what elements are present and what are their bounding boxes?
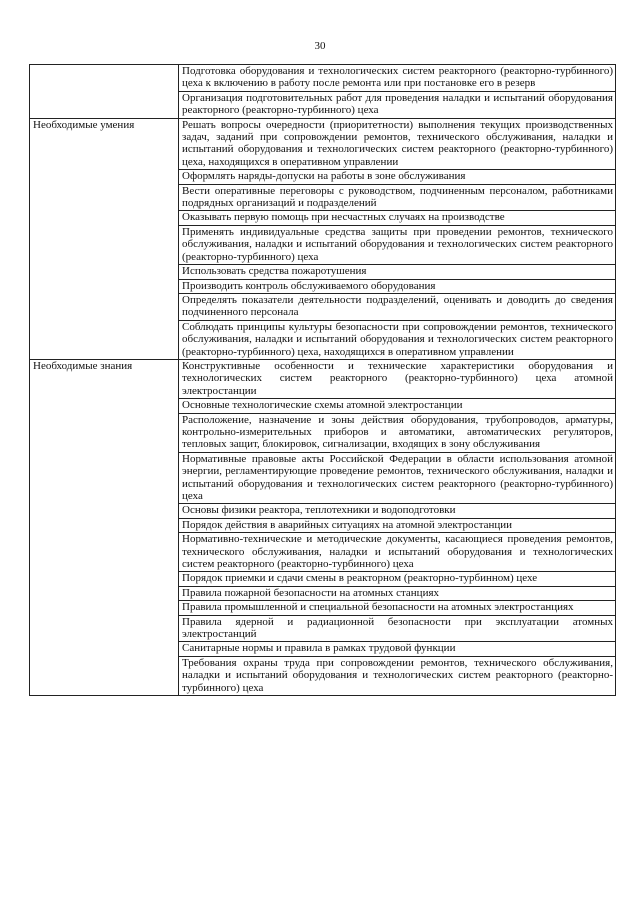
requirement-cell: Порядок приемки и сдачи смены в реакторном (реакторно-турбинном) цехе bbox=[179, 572, 616, 586]
requirement-cell: Применять индивидуальные средства защиты при проведении ремонтов, технического обслуживания, наладки и испытаний оборудования и технологических систем реакторного (реакторно-турбинного) цеха bbox=[179, 225, 616, 264]
requirement-cell: Вести оперативные переговоры с руководством, подчиненным персоналом, работниками подрядных организаций и подразделений bbox=[179, 184, 616, 211]
table-row bbox=[30, 359, 616, 398]
table-row bbox=[30, 118, 616, 170]
requirement-cell: Нормативно-технические и методические документы, касающиеся проведения ремонтов, технического обслуживания, наладки и испытаний оборудования и технологических систем реакторного (реакторно-турбинного) цеха bbox=[179, 533, 616, 572]
requirement-cell: Решать вопросы очередности (приоритетности) выполнения текущих производственных задач, заданий при сопровождении ремонтов, технического обслуживания, наладки и испытаний оборудования и технологических систем реакторного (реакторно-турбинного) цеха, находящихся в оперативном управлении bbox=[179, 118, 616, 170]
requirement-cell: Определять показатели деятельности подразделений, оценивать и доводить до сведения подчиненного персонала bbox=[179, 293, 616, 320]
requirement-cell: Правила пожарной безопасности на атомных станциях bbox=[179, 586, 616, 600]
row-group-label bbox=[30, 65, 179, 119]
requirement-cell: Производить контроль обслуживаемого оборудования bbox=[179, 279, 616, 293]
requirement-cell: Оказывать первую помощь при несчастных случаях на производстве bbox=[179, 211, 616, 225]
requirement-cell: Организация подготовительных работ для проведения наладки и испытаний оборудования реакторного (реакторно-турбинного) цеха bbox=[179, 91, 616, 118]
requirement-cell: Оформлять наряды-допуски на работы в зоне обслуживания bbox=[179, 170, 616, 184]
requirement-cell: Конструктивные особенности и технические характеристики оборудования и технологических систем реакторного (реакторно-турбинного) цеха атомной электростанции bbox=[179, 359, 616, 398]
row-group-label: Необходимые умения bbox=[30, 118, 179, 359]
requirement-cell: Соблюдать принципы культуры безопасности при сопровождении ремонтов, технического обслуживания, наладки и испытаний оборудования и технологических систем реакторного (реакторно-турбинного) цеха, находящихся в оперативном управлении bbox=[179, 320, 616, 359]
requirement-cell: Нормативные правовые акты Российской Федерации в области использования атомной энергии, регламентирующие проведение ремонтов, технического обслуживания, наладки и испытаний оборудования и технологических систем реакторного (реакторно-турбинного) цеха bbox=[179, 452, 616, 504]
requirements-table-body bbox=[30, 65, 616, 696]
requirement-cell: Санитарные нормы и правила в рамках трудовой функции bbox=[179, 642, 616, 656]
requirement-cell: Основные технологические схемы атомной электростанции bbox=[179, 399, 616, 413]
requirement-cell: Требования охраны труда при сопровождении ремонтов, технического обслуживания, наладки и испытаний оборудования и технологических систем реакторного (реакторно-турбинного) цеха bbox=[179, 656, 616, 695]
requirements-table bbox=[29, 64, 616, 696]
table-row bbox=[30, 65, 616, 92]
requirement-cell: Правила промышленной и специальной безопасности на атомных электростанциях bbox=[179, 601, 616, 615]
requirement-cell: Порядок действия в аварийных ситуациях на атомной электростанции bbox=[179, 518, 616, 532]
requirement-cell: Использовать средства пожаротушения bbox=[179, 265, 616, 279]
page-number: 30 bbox=[314, 40, 326, 52]
requirement-cell: Расположение, назначение и зоны действия оборудования, трубопроводов, арматуры, контрольно-измерительных приборов и автоматики, автоматических регуляторов, тепловых защит, блокировок, сигнализации, входящих в зону обслуживания bbox=[179, 413, 616, 452]
row-group-label: Необходимые знания bbox=[30, 359, 179, 695]
requirement-cell: Основы физики реактора, теплотехники и водоподготовки bbox=[179, 504, 616, 518]
requirement-cell: Подготовка оборудования и технологических систем реакторного (реакторно-турбинного) цеха к включению в работу после ремонта или при постановке его в резерв bbox=[179, 65, 616, 92]
requirement-cell: Правила ядерной и радиационной безопасности при эксплуатации атомных электростанций bbox=[179, 615, 616, 642]
